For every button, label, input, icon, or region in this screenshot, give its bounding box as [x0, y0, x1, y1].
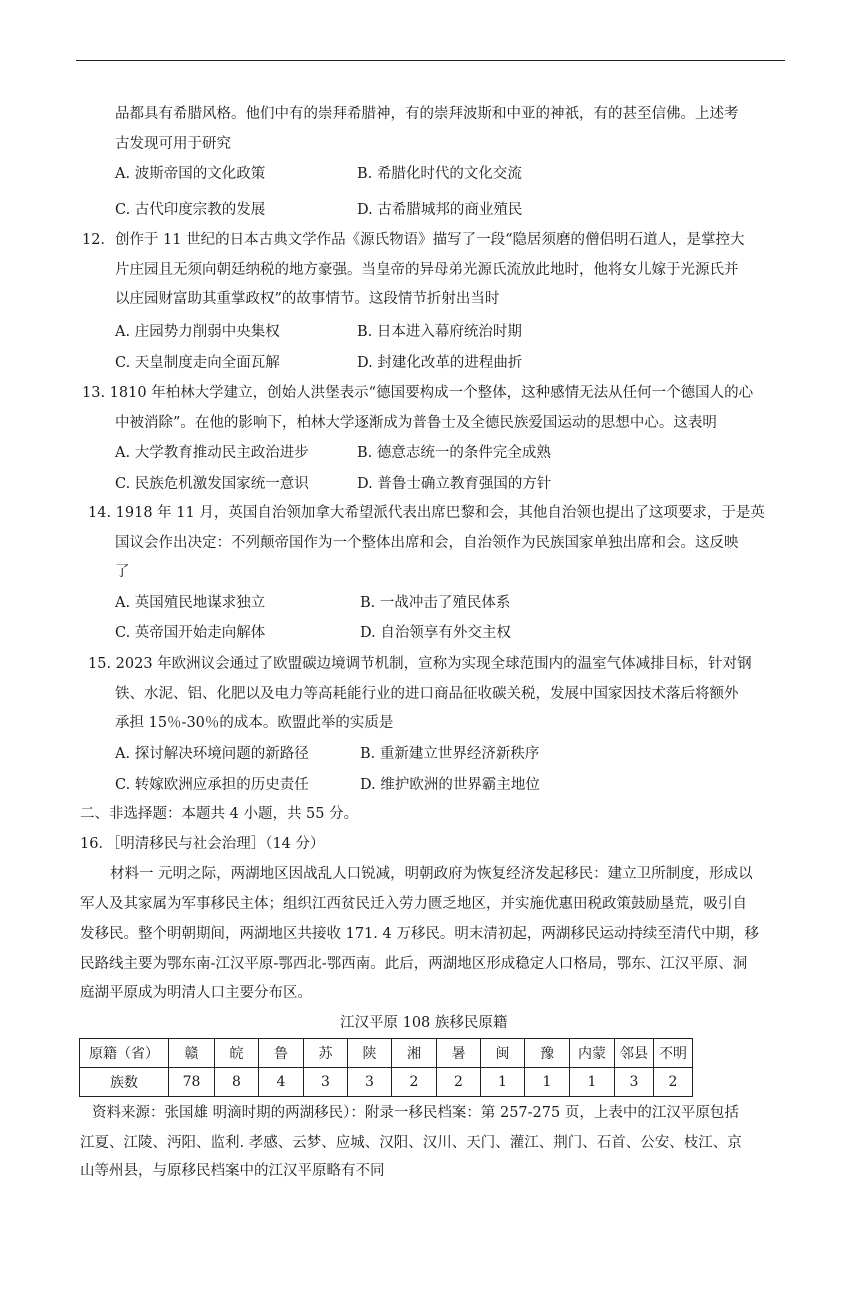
q11-option-c: C. 古代印度宗教的发展	[115, 202, 266, 218]
q15-stem-line2: 铁、水泥、铝、化肥以及电力等高耗能行业的进口商品征收碳关税，发展中国家因技术落后将额外	[115, 686, 739, 702]
table-cell: 3	[304, 1068, 348, 1097]
table-cell: 苏	[304, 1039, 348, 1068]
source-note-line1: 资料来源：张国雄 明滴时期的两湖移民）：附录一移民档案：第 257-275 页，上表中的江汉平原包括	[92, 1105, 739, 1121]
table-cell: 内蒙	[570, 1039, 615, 1068]
q11-stem-line2: 古发现可用于研究	[115, 136, 231, 152]
q16-heading: 16．［明清移民与社会治理］（14 分）	[80, 836, 325, 852]
table-cell: 鲁	[259, 1039, 304, 1068]
table-cell: 闽	[481, 1039, 525, 1068]
table-cell: 1	[525, 1068, 570, 1097]
source-note-line3: 山等州县，与原移民档案中的江汉平原略有不同	[80, 1163, 385, 1179]
q15-stem-line3: 承担 15％-30％的成本。欧盟此举的实质是	[115, 715, 394, 731]
table-cell: 2	[437, 1068, 481, 1097]
table-title: 江汉平原 108 族移民原籍	[340, 1015, 508, 1031]
table-cell: 邻县	[615, 1039, 654, 1068]
q15-stem-line1: 15. 2023 年欧洲议会通过了欧盟碳边境调节机制，宣称为实现全球范围内的温室气体减排目标，针对钢	[88, 656, 752, 672]
q15-option-c: C. 转嫁欧洲应承担的历史责任	[115, 777, 309, 793]
q16-material-line5: 庭湖平原成为明清人口主要分布区。	[80, 985, 312, 1001]
q15-option-a: A. 探讨解决环境问题的新路径	[115, 746, 309, 762]
q14-option-c: C. 英帝国开始走向解体	[115, 625, 266, 641]
q11-option-d: D. 古希腊城邦的商业殖民	[357, 202, 523, 218]
q12-option-b: B. 日本进入幕府统治时期	[357, 324, 522, 340]
q12-stem-line3: 以庄园财富助其重掌政权”的故事情节。这段情节折射出当时	[115, 291, 500, 307]
q14-option-a: A. 英国殖民地谋求独立	[115, 595, 266, 611]
table-cell: 2	[654, 1068, 693, 1097]
q13-option-d: D. 普鲁士确立教育强国的方针	[357, 476, 552, 492]
table-row-count	[80, 1068, 693, 1097]
table-cell: 赣	[169, 1039, 215, 1068]
section-heading: 二、非选择题：本题共 4 小题，共 55 分。	[80, 806, 359, 822]
table-header-count: 族数	[80, 1068, 169, 1097]
q11-option-b: B. 希腊化时代的文化交流	[357, 166, 522, 182]
migrant-origin-table	[79, 1038, 693, 1097]
q11-option-a: A. 波斯帝国的文化政策	[115, 166, 266, 182]
q15-option-d: D. 维护欧洲的世界霸主地位	[360, 777, 540, 793]
q12-stem-line2: 片庄园且无须向朝廷纳税的地方豪强。当皇帝的异母弟光源氏流放此地时，他将女儿嫁于光源氏并	[115, 262, 739, 278]
table-cell: 2	[392, 1068, 437, 1097]
q13-stem-line1: 13. 1810 年柏林大学建立，创始人洪堡表示“德国要构成一个整体，这种感情无法从任何一个德国人的心	[82, 385, 754, 401]
table-cell: 3	[615, 1068, 654, 1097]
q13-option-a: A. 大学教育推动民主政治进步	[115, 445, 309, 461]
q16-material-line4: 民路线主要为鄂东南-江汉平原-鄂西北-鄂西南。此后，两湖地区形成稳定人口格局，鄂东、江汉平原、洞	[80, 956, 748, 972]
table-cell: 豫	[525, 1039, 570, 1068]
q15-option-b: B. 重新建立世界经济新秩序	[360, 746, 540, 762]
q13-option-b: B. 德意志统一的条件完全成熟	[357, 445, 551, 461]
q16-material-line2: 军人及其家属为军事移民主体；组织江西贫民迁入劳力匮乏地区，并实施优惠田税政策鼓励垦荒，吸引自	[80, 896, 747, 912]
q16-material-line1: 材料一 元明之际，两湖地区因战乱人口锐减，明朝政府为恢复经济发起移民：建立卫所制度，形成以	[110, 866, 753, 882]
table-cell: 皖	[215, 1039, 259, 1068]
table-cell: 1	[570, 1068, 615, 1097]
q12-stem-line1: 12．创作于 11 世纪的日本古典文学作品《源氏物语》描写了一段“隐居须磨的僧侣明石道人，是掌控大	[82, 232, 745, 248]
table-cell: 4	[259, 1068, 304, 1097]
q11-stem-line1: 品都具有希腊风格。他们中有的崇拜希腊神，有的崇拜波斯和中亚的神祇，有的甚至信佛。上述考	[115, 106, 739, 122]
table-cell: 1	[481, 1068, 525, 1097]
q14-option-b: B. 一战冲击了殖民体系	[360, 595, 511, 611]
q13-option-c: C. 民族危机激发国家统一意识	[115, 476, 309, 492]
table-cell: 暑	[437, 1039, 481, 1068]
table-cell: 湘	[392, 1039, 437, 1068]
q12-option-a: A. 庄园势力削弱中央集权	[115, 324, 280, 340]
table-cell: 78	[169, 1068, 215, 1097]
table-header-origin: 原籍（省）	[80, 1039, 169, 1068]
q12-option-c: C. 天皇制度走向全面瓦解	[115, 355, 280, 371]
table-cell: 陕	[348, 1039, 392, 1068]
q14-stem-line1: 14. 1918 年 11 月，英国自治领加拿大希望派代表出席巴黎和会，其他自治领也提出了这项要求，于是英	[88, 505, 765, 521]
q12-option-d: D. 封建化改革的进程曲折	[357, 355, 523, 371]
table-cell: 3	[348, 1068, 392, 1097]
q14-stem-line3: 了	[115, 564, 130, 580]
q14-option-d: D. 自治领享有外交主权	[360, 625, 511, 641]
table-cell: 8	[215, 1068, 259, 1097]
source-note-line2: 江夏、江陵、沔阳、监利. 孝感、云梦、应城、汉阳、汉川、天门、灌江、荆门、石首、公安、枝江、京	[80, 1135, 742, 1151]
header-rule	[76, 60, 785, 61]
table-cell: 不明	[654, 1039, 693, 1068]
q16-material-line3: 发移民。整个明朝期间，两湖地区共接收 171. 4 万移民。明末清初起，两湖移民运动持续至清代中期，移	[80, 926, 759, 942]
q14-stem-line2: 国议会作出决定：不列颠帝国作为一个整体出席和会，自治领作为民族国家单独出席和会。这反映	[115, 535, 739, 551]
q13-stem-line2: 中被消除”。在他的影响下，柏林大学逐渐成为普鲁士及全德民族爱国运动的思想中心。这表明	[115, 415, 717, 431]
table-row-origin	[80, 1039, 693, 1068]
